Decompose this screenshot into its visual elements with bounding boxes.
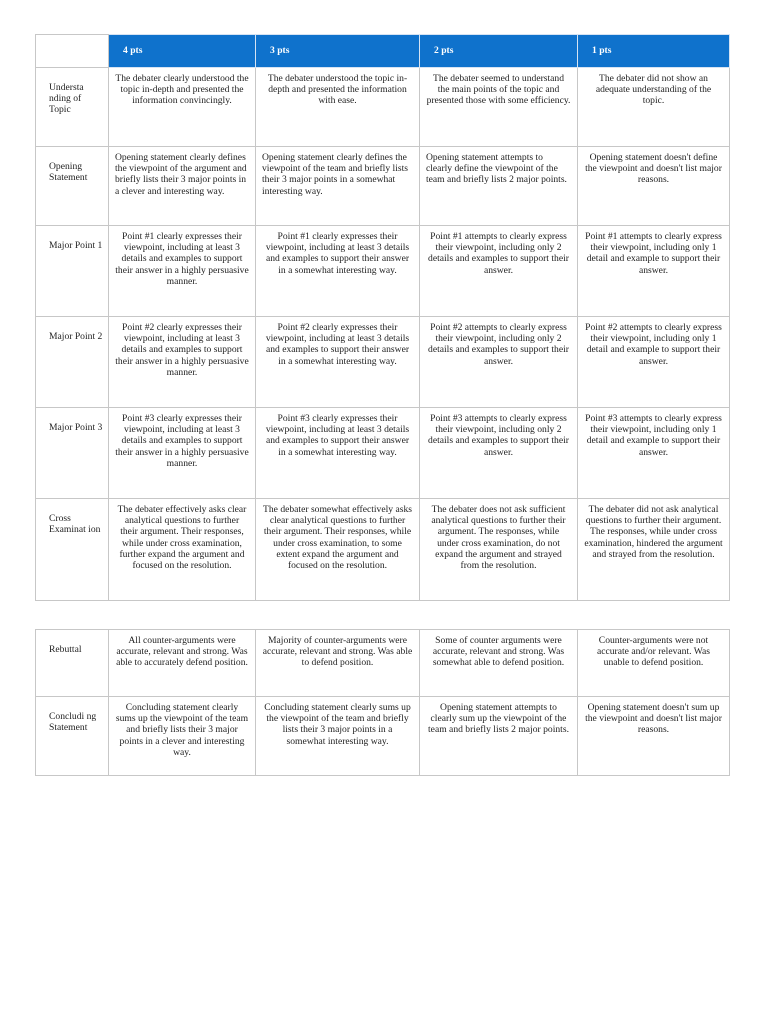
table-row xyxy=(36,147,730,226)
cell-point1-2: Point #1 attempts to clearly express their viewpoint, including only 2 details and examples to support their answer. xyxy=(420,226,578,317)
cell-understanding-1: The debater did not show an adequate understanding of the topic. xyxy=(578,68,730,147)
cell-cross-1: The debater did not ask analytical questions to further their argument. The responses, while under cross examination, hindered the argument and strayed from the resolution. xyxy=(578,499,730,601)
cell-rebuttal-4: All counter-arguments were accurate, relevant and strong. Was able to accurately defend position. xyxy=(109,630,256,697)
cell-opening-1: Opening statement doesn't define the viewpoint and doesn't list major reasons. xyxy=(578,147,730,226)
row-label-major-point-3: Major Point 3 xyxy=(36,408,109,499)
table-row xyxy=(36,226,730,317)
header-corner-cell xyxy=(36,35,109,68)
cell-understanding-4: The debater clearly understood the topic in-depth and presented the information convincingly. xyxy=(109,68,256,147)
table-row xyxy=(36,68,730,147)
header-3-pts: 3 pts xyxy=(256,35,420,68)
header-row xyxy=(36,35,730,68)
cell-point2-1: Point #2 attempts to clearly express their viewpoint, including only 1 detail and example to support their answer. xyxy=(578,317,730,408)
cell-concluding-1: Opening statement doesn't sum up the viewpoint and doesn't list major reasons. xyxy=(578,697,730,776)
cell-point1-3: Point #1 clearly expresses their viewpoint, including at least 3 details and examples to support their answer in a somewhat interesting way. xyxy=(256,226,420,317)
rubric-table-page-2 xyxy=(35,629,730,776)
cell-point1-4: Point #1 clearly expresses their viewpoint, including at least 3 details and examples to support their answer in a highly persuasive manner. xyxy=(109,226,256,317)
header-4-pts: 4 pts xyxy=(109,35,256,68)
row-label-opening: Opening Statement xyxy=(36,147,109,226)
row-label-rebuttal: Rebuttal xyxy=(36,630,109,697)
cell-rebuttal-1: Counter-arguments were not accurate and/or relevant. Was unable to defend position. xyxy=(578,630,730,697)
cell-concluding-4: Concluding statement clearly sums up the viewpoint of the team and briefly lists their 3 major points in a clever and interesting way. xyxy=(109,697,256,776)
header-1-pts: 1 pts xyxy=(578,35,730,68)
cell-understanding-3: The debater understood the topic in-depth and presented the information with ease. xyxy=(256,68,420,147)
table-row xyxy=(36,697,730,776)
cell-rebuttal-2: Some of counter arguments were accurate, relevant and strong. Was somewhat able to defend position. xyxy=(420,630,578,697)
table-row xyxy=(36,408,730,499)
table-row xyxy=(36,317,730,408)
cell-point2-3: Point #2 clearly expresses their viewpoint, including at least 3 details and examples to support their answer in a somewhat interesting way. xyxy=(256,317,420,408)
cell-point3-1: Point #3 attempts to clearly express their viewpoint, including only 1 detail and example to support their answer. xyxy=(578,408,730,499)
cell-cross-4: The debater effectively asks clear analytical questions to further their argument. Their responses, while under cross examination, further expand the argument and focused on the resolution. xyxy=(109,499,256,601)
table-row xyxy=(36,499,730,601)
cell-point1-1: Point #1 attempts to clearly express their viewpoint, including only 1 detail and example to support their answer. xyxy=(578,226,730,317)
table-row xyxy=(36,630,730,697)
rubric-table-page-1 xyxy=(35,34,730,601)
cell-opening-2: Opening statement attempts to clearly define the viewpoint of the team and briefly lists 2 major points. xyxy=(420,147,578,226)
row-label-major-point-2: Major Point 2 xyxy=(36,317,109,408)
row-label-understanding: Understa nding of Topic xyxy=(36,68,109,147)
cell-point2-4: Point #2 clearly expresses their viewpoint, including at least 3 details and examples to support their answer in a highly persuasive manner. xyxy=(109,317,256,408)
cell-cross-2: The debater does not ask sufficient analytical questions to further their argument. The responses, while under cross examination, do not expand the argument and strayed from the resolution. xyxy=(420,499,578,601)
cell-point2-2: Point #2 attempts to clearly express their viewpoint, including only 2 details and examples to support their answer. xyxy=(420,317,578,408)
cell-understanding-2: The debater seemed to understand the main points of the topic and presented those with some efficiency. xyxy=(420,68,578,147)
cell-rebuttal-3: Majority of counter-arguments were accurate, relevant and strong. Was able to defend position. xyxy=(256,630,420,697)
cell-point3-4: Point #3 clearly expresses their viewpoint, including at least 3 details and examples to support their answer in a highly persuasive manner. xyxy=(109,408,256,499)
cell-point3-2: Point #3 attempts to clearly express their viewpoint, including only 2 details and examples to support their answer. xyxy=(420,408,578,499)
cell-point3-3: Point #3 clearly expresses their viewpoint, including at least 3 details and examples to support their answer in a somewhat interesting way. xyxy=(256,408,420,499)
cell-opening-3: Opening statement clearly defines the viewpoint of the team and briefly lists their 3 major points in a somewhat interesting way. xyxy=(256,147,420,226)
cell-opening-4: Opening statement clearly defines the viewpoint of the argument and briefly lists their 3 major points in a clever and interesting way. xyxy=(109,147,256,226)
cell-concluding-3: Concluding statement clearly sums up the viewpoint of the team and briefly lists their 3 major points in a somewhat interesting way. xyxy=(256,697,420,776)
cell-concluding-2: Opening statement attempts to clearly sum up the viewpoint of the team and briefly lists 2 major points. xyxy=(420,697,578,776)
header-2-pts: 2 pts xyxy=(420,35,578,68)
row-label-cross-examination: Cross Examinat ion xyxy=(36,499,109,601)
row-label-major-point-1: Major Point 1 xyxy=(36,226,109,317)
row-label-concluding: Concludi ng Statement xyxy=(36,697,109,776)
cell-cross-3: The debater somewhat effectively asks clear analytical questions to further their argument. Their responses, while under cross examination, to some extent expand the argument and focused on the resolution. xyxy=(256,499,420,601)
